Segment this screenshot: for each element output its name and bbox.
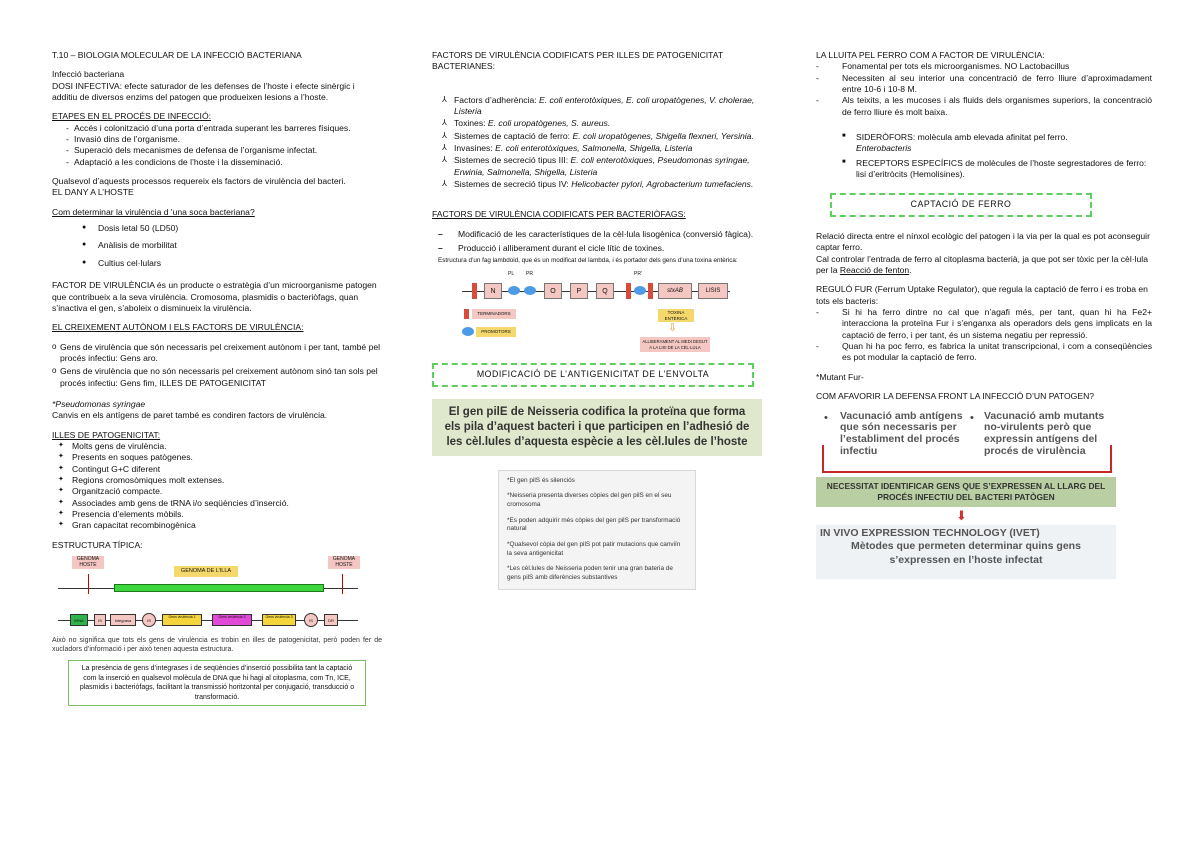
terminator-1 <box>472 283 477 299</box>
list-item: ● Anàlisis de morbilitat <box>82 240 382 251</box>
intro-text: DOSI INFECTIVA: efecte saturador de les defenses de l’hoste i efecte sinèrgic i additiu de diversos enzims del patogen que produeixen lesions a l’hoste. <box>52 80 355 103</box>
pr-label: PR <box>526 271 533 278</box>
illes-list <box>52 441 382 532</box>
legend-terminator-swatch <box>464 309 469 319</box>
bacteriophage-factors-list <box>432 229 762 255</box>
is-circle-2: IS <box>304 613 318 627</box>
list-item: - Adaptació a les condicions de l’hoste i la disseminació. <box>66 157 382 168</box>
terminator-2 <box>626 283 631 299</box>
gens-virulencia-3-segment: Gens virulència 3 <box>262 614 296 626</box>
genoma-hoste-right-label: GENOMA HOSTE <box>328 556 360 569</box>
list-item: ✦ Associades amb gens de tRNA i/o seqüències d’inserció. <box>58 498 382 509</box>
gene-p: P <box>570 283 588 299</box>
promoter-1 <box>508 286 520 295</box>
gene-n: N <box>484 283 502 299</box>
list-item: ■ RECEPTORS ESPECÍFICS de molècules de l’hoste segrestadores de ferro: lisi d’eritròcits (Hemolisines). <box>842 158 1152 181</box>
alliberament-label: ALLIBERAMENT AL MEDI DEGUT A LA LISI DE LA CÈL·LULA <box>640 337 710 352</box>
com-afavorir-heading: COM AFAVORIR LA DEFENSA FRONT LA INFECCIÓ D’UN PATOGEN? <box>816 391 1095 402</box>
list-item: - Invasió dins de l’organisme. <box>66 134 382 145</box>
relacio-text: Relació directa entre el nínxol ecològic del patogen i la via per la qual es pot aconseguir captar ferro. <box>816 231 1150 253</box>
vaccination-diagram <box>816 411 1116 581</box>
captacio-ferro-box: CAPTACIÓ DE FERRO <box>830 193 1092 217</box>
trna-segment: tRNA <box>70 614 88 626</box>
dany-text: EL DANY A L’HOSTE <box>52 187 134 198</box>
pils-note: *Neisseria presenta diverses còpies del gen pilS en el seu cromosoma <box>507 492 672 509</box>
pl-label: PL <box>508 271 515 278</box>
list-item: – Modificació de les característiques de la cèl·lula lisogènica (conversió fàgica). <box>438 229 762 240</box>
list-item: – Producció i alliberament durant el cicle lític de toxines. <box>438 243 762 254</box>
determinar-heading: Com determinar la virulència d 'una soca bacteriana? <box>52 206 255 217</box>
intro-title: Infecció bacteriana <box>52 69 125 80</box>
pile-box: El gen pilE de Neisseria codifica la proteïna que forma els pila d’aquest bacteri i que participen en l’adhesió de les cèl.lules d’aquesta espècie a les cèl.lules de l’hoste <box>432 399 762 456</box>
vac-left-text: Vacunació amb antígens que són necessaris per l’establiment del procés infectiu <box>840 409 963 457</box>
is-circle-1: IS <box>142 613 156 627</box>
left-arrow <box>88 574 89 594</box>
iron-mechanisms-list <box>816 132 1152 180</box>
vac-right-text: Vacunació amb mutants no-virulents però que expressin antígens del procés de virulència <box>984 409 1105 457</box>
cal-controlar-text: Cal controlar l’entrada de ferro al citoplasma bacterià, ja que pot ser tòxic per la cèl·lula per la Reacció de fenton. <box>816 253 1148 276</box>
factor-definition: FACTOR DE VIRULÈNCIA és un producte o estratègia d’un microorganisme patogen que contribueix a la seva virulència. Cromosoma, plasmidis o bacteriòfags, quan s’inactiva el gen, s’aboleix o disminueix la virulència. <box>52 280 377 313</box>
etapes-heading: ETAPES EN EL PROCÉS DE INFECCIÓ: <box>52 111 212 122</box>
fur-list <box>816 307 1152 364</box>
illes-heading: ILLES DE PATOGENICITAT: <box>52 429 161 440</box>
column-2 <box>432 50 762 590</box>
estructura-heading: ESTRUCTURA TÍPICA: <box>52 539 143 550</box>
bacteriophage-factors-heading: FACTORS DE VIRULÈNCIA CODIFICATS PER BACTERIÒFAGS: <box>432 209 686 220</box>
promoter-2 <box>524 286 536 295</box>
list-item: - Superació dels mecanismes de defensa de l’organisme infectat. <box>66 145 382 156</box>
list-item: ⅄ Sistemes de secreció tipus IV: Helicobacter pylori, Agrobacterium tumefaciens. <box>442 179 762 190</box>
mutant-fur: *Mutant Fur- <box>816 371 864 382</box>
qualsevol-text: Qualsevol d’aquests processos requereix els factors de virulència del bacteri. <box>52 176 346 187</box>
list-item: ⅄ Toxines: E. coli uropatògenes, S. aureus. <box>442 118 762 129</box>
list-item: ⅄ Sistemes de captació de ferro: E. coli uropatògenes, Shigella flexneri, Yersinia. <box>442 131 762 142</box>
determinar-list <box>52 223 382 269</box>
arrow-down-icon: ⬇ <box>956 507 967 523</box>
etapes-list <box>52 123 382 168</box>
list-item: - Accés i colonització d’una porta d’entrada superant les barreres físiques. <box>66 123 382 134</box>
pils-note: *Qualsevol còpia del gen pilS pot patir mutacions que canviïn la seva antigenicitat <box>507 540 681 557</box>
dr-segment: DR <box>324 614 338 626</box>
antigenicity-box: MODIFICACIÓ DE L’ANTIGENICITAT DE L’ENVOLTA <box>432 363 754 387</box>
gene-stxab: stxAB <box>658 283 692 299</box>
pathogenicity-island-diagram <box>52 554 362 634</box>
pils-note: *El gen pilS és silenciós <box>507 476 575 484</box>
list-item: o Gens de virulència que no són necessaris pel creixement autònom sinó tan sols pel procés infectiu: Gens fim, ILLES DE PATOGENICITAT <box>52 366 382 389</box>
genoma-illa-label: GENOMA DE L’ILLA <box>174 566 238 577</box>
page-title: T.10 – BIOLOGIA MOLECULAR DE LA INFECCIÓ BACTERIANA <box>52 50 302 60</box>
list-item: - Als teixits, a les mucoses i als fluids dels organismes superiors, la concentració de ferro lliure és molt baixa. <box>816 95 1152 118</box>
pr2-label: PR' <box>634 271 642 278</box>
promoter-3 <box>634 286 646 295</box>
list-item: - Fonamental per tots els microorganismes. NO Lactobacillus <box>816 61 1152 72</box>
column-3 <box>816 50 1152 581</box>
list-item: - Quan hi ha poc ferro, es fabrica la unitat transcripcional, i com a conseqüències es pot modular la captació de ferro. <box>816 341 1152 364</box>
pathogenicity-factors-list <box>432 95 762 191</box>
legend-promoter-swatch <box>462 327 474 336</box>
list-item: ■ SIDERÒFORS: molècula amb elevada afinitat pel ferro. Enterobacteris <box>842 132 1152 155</box>
gene-q: Q <box>596 283 614 299</box>
genoma-hoste-left-label: GENOMA HOSTE <box>72 556 104 569</box>
list-item: ✦ Presents en soques patògenes. <box>58 452 382 463</box>
list-item: ✦ Organització compacte. <box>58 486 382 497</box>
list-item: - Necessiten al seu interior una concentració de ferro lliure d’aproximadament entre 10-6 i 10-8 M. <box>816 73 1152 96</box>
is-segment-1: IS <box>94 614 106 626</box>
list-item: ✦ Presencia d’elements mòbils. <box>58 509 382 520</box>
pathogenicity-factors-heading: FACTORS DE VIRULÈNCIA CODIFICATS PER ILLES DE PATOGENICITAT BACTERIANES: <box>432 50 723 72</box>
list-item: ● Dosis letal 50 (LD50) <box>82 223 382 234</box>
pils-notes <box>498 470 696 590</box>
ivet-title: IN VIVO EXPRESSION TECHNOLOGY (IVET) <box>820 526 1040 539</box>
gene-o: O <box>544 283 562 299</box>
necessitat-box: NECESSITAT IDENTIFICAR GENS QUE S’EXPRESSEN AL LLARG DEL PROCÉS INFECTIU DEL BACTERI PATÒGEN <box>816 477 1116 508</box>
list-item: o Gens de virulència que són necessaris pel creixement autònom i per tant, també pel procés infectiu: Gens aro. <box>52 342 382 365</box>
pils-note: *Es poden adquirir més còpies del gen pilS per transformació natural <box>507 516 681 533</box>
vac-right-bullet: • <box>970 411 974 424</box>
gens-virulencia-1-segment: Gens virulència 1 <box>162 614 202 626</box>
list-item: ✦ Molts gens de virulència. <box>58 441 382 452</box>
ivet-box <box>816 525 1116 579</box>
down-arrow-icon: ⇩ <box>668 322 678 335</box>
pseudomonas-text: Canvis en els antígens de paret també es condiren factors de virulència. <box>52 410 328 421</box>
lambda-caption: Estructura d’un fag lambdoid, que és un modificat del lambda, i és portador dels gens d’una toxina entèrica: <box>438 257 738 265</box>
vac-left-bullet: • <box>824 411 828 424</box>
list-item: - Si hi ha ferro dintre no cal que n’agafi més, per tant, quan hi ha Fe2+ interacciona la proteïna Fur i s’enganxa als operadors dels gens implicats en la captació de ferro, i per tant, és un sistema negatiu per repressió. <box>816 307 1152 341</box>
column-1 <box>52 50 382 706</box>
list-item: ⅄ Factors d’adherència: E. coli enterotòxiques, E. coli uropatògenes, V. cholerae, Listeria <box>442 95 762 118</box>
fur-intro: REGULÓ FUR (Ferrum Uptake Regulator), que regula la captació de ferro i es troba en tots els bacteris: <box>816 284 1148 306</box>
fenton-link[interactable]: Reacció de fenton <box>839 265 910 276</box>
gens-virulencia-2-segment: Gens virulència 2 <box>212 614 252 626</box>
creixement-heading: EL CREIXEMENT AUTÒNOM I ELS FACTORS DE VIRULÈNCIA: <box>52 322 304 333</box>
gene-lisis: LISIS <box>698 283 728 299</box>
integrasa-segment: integrasa <box>110 614 136 626</box>
list-item: ⅄ Invasines: E. coli enterotòxiques, Salmonella, Shigella, Listeria <box>442 143 762 154</box>
lambda-phage-diagram <box>462 267 732 363</box>
pils-note: *Les cèl.lules de Neisseria poden tenir una gran bateria de gens pilS amb diferències substantives <box>507 565 673 581</box>
terminator-3 <box>648 283 653 299</box>
iron-list <box>816 61 1152 118</box>
integrase-callout: La presència de gens d’integrases i de seqüències d’inserció possibilita tant la captació com la inserció en qualsevol molècula de DNA que hi hagi al citoplasma, com Tn, ICE, plasmidis i bacteriòfags, facilitant la transmissió horitzontal per conjugació, transducció o transformació. <box>68 660 366 706</box>
ivet-text: Mètodes que permeten determinar quins gens s’expressen en l’hoste infectat <box>851 540 1081 567</box>
island-bar <box>114 584 324 592</box>
legend-terminadors: TERMINADORS <box>472 309 516 319</box>
toxina-label: TOXINA ENTÈRICA <box>658 309 694 322</box>
list-item: ● Cultius cel·lulars <box>82 258 382 269</box>
list-item: ✦ Contingut G+C diferent <box>58 464 382 475</box>
pseudomonas-title: *Pseudomonas syringae <box>52 398 146 409</box>
aixo-note: Això no significa que tots els gens de virulència es trobin en illes de patogenicitat, però poden fer de xucladors d’informació i per això tenen aquesta estructura. <box>52 637 382 654</box>
right-arrow <box>342 574 343 594</box>
legend-promotors: PROMOTORS <box>476 327 516 337</box>
creixement-list <box>52 342 382 389</box>
list-item: ✦ Regions cromosòmiques molt extenses. <box>58 475 382 486</box>
bracket <box>822 445 1112 473</box>
list-item: ✦ Gran capacitat recombinogènica <box>58 520 382 531</box>
list-item: ⅄ Sistemes de secreció tipus III: E. coli enterotòxiques, Pseudomonas syringae, Erwinia, Salmonella, Shigella, Listeria <box>442 155 762 178</box>
iron-heading: LA LLUITA PEL FERRO COM A FACTOR DE VIRULÈNCIA: <box>816 50 1045 60</box>
